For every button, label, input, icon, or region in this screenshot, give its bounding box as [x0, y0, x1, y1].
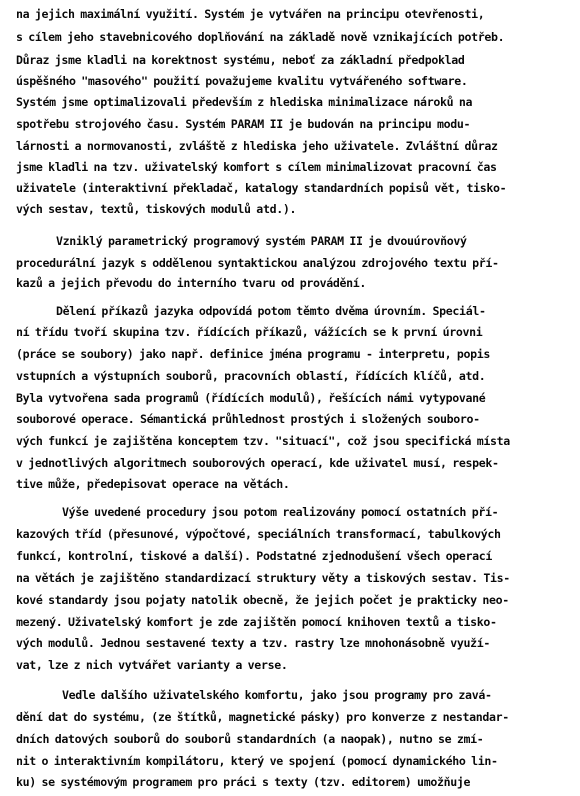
text-line: Dělení příkazů jazyka odpovídá potom těmto dvěma úrovním. Speciál-: [56, 304, 486, 318]
text-line: souborové operace. Sémantická průhlednost prostých i složených souboro-: [16, 412, 480, 426]
text-line: uživatele (interaktivní překladač, katalogy standardních popisů vět, tisko-: [16, 181, 507, 195]
text-line: ku) se systémovým programem pro práci s texty (tzv. editorem) umožňuje: [16, 775, 471, 789]
text-line: Byla vytvořena sada programů (řídících modulů), řešících námi vytypované: [16, 391, 486, 405]
text-line: kové standardy jsou pojaty natolik obecně, že jejich počet je prakticky neo-: [16, 593, 509, 607]
text-line: vých sestav, textů, tiskových modulů atd.).: [16, 202, 297, 216]
text-line: funkcí, kontrolní, tiskové a další). Podstatné zjednodušení všech operací: [16, 549, 492, 563]
text-line: na jejich maximální využití. Systém je vytvářen na principu otevřenosti,: [16, 7, 485, 21]
text-line: Důraz jsme kladli na korektnost systému, neboť za základní předpoklad: [16, 53, 465, 67]
text-line: vat, lze z nich vytvářet varianty a verse.: [16, 658, 288, 672]
text-line: Výše uvedené procedury jsou potom realizovány pomocí ostatních pří-: [62, 505, 499, 519]
text-line: tive může, předepisovat operace na větách.: [16, 477, 290, 491]
text-line: vých modulů. Jednou sestavené texty a tzv. rastry lze mnohonásobně využí-: [16, 636, 490, 650]
text-line: kazových tříd (přesunové, výpočtové, speciálních transformací, tabulkových: [16, 527, 501, 541]
text-line: s cílem jeho stavebnicového doplňování na základě nově vznikajících potřeb.: [16, 30, 505, 44]
text-line: dních datových souborů do souborů standardních (a naopak), nutno se zmí-: [16, 732, 484, 746]
text-line: úspěšného "masového" použití považujeme kvalitu vytvářeného software.: [16, 74, 468, 88]
text-line: procedurální jazyk s oddělenou syntaktickou analýzou zdrojového textu pří-: [16, 256, 499, 270]
text-line: kazů a jejich převodu do interního tvaru od provádění.: [16, 276, 367, 290]
text-line: Vedle dalšího uživatelského komfortu, jako jsou programy pro zavá-: [62, 688, 492, 702]
text-line: Systém jsme optimalizovali především z hlediska minimalizace nároků na: [16, 95, 473, 109]
text-line: lárnosti a normovanosti, zvláště z hlediska jeho uživatele. Zvláštní důraz: [16, 139, 498, 153]
text-line: spotřebu strojového času. Systém PARAM II je budován na principu modu-: [16, 117, 471, 131]
text-line: nit o interaktivním kompilátoru, který ve spojení (pomocí dynamického lin-: [16, 754, 498, 768]
text-line: v jednotlivých algoritmech souborových operací, kde uživatel musí, respek-: [16, 456, 499, 470]
text-line: vstupních a výstupních souborů, pracovních oblastí, řídících klíčů, atd.: [16, 369, 486, 383]
text-line: na větách je zajištěno standardizací struktury věty a tiskových sestav. Tis-: [16, 571, 510, 585]
text-line: mezený. Uživatelský komfort je zde zajištěn pomocí knihoven textů a tisko-: [16, 615, 497, 629]
text-line: dění dat do systému, (ze štítků, magnetické pásky) pro konverze z nestandar-: [16, 710, 509, 724]
text-line: Vzniklý parametrický programový systém PARAM II je dvouúrovňový: [56, 234, 467, 248]
text-line: vých funkcí je zajištěna konceptem tzv. "situací", což jsou specifická místa: [16, 434, 510, 448]
text-line: jsme kladli na tzv. uživatelský komfort s cílem minimalizovat pracovní čas: [16, 160, 497, 174]
text-line: (práce se soubory) jako např. definice jména programu - interpretu, popis: [16, 347, 490, 361]
text-line: ní třídu tvoří skupina tzv. řídících příkazů, vážících se k první úrovni: [16, 325, 483, 339]
